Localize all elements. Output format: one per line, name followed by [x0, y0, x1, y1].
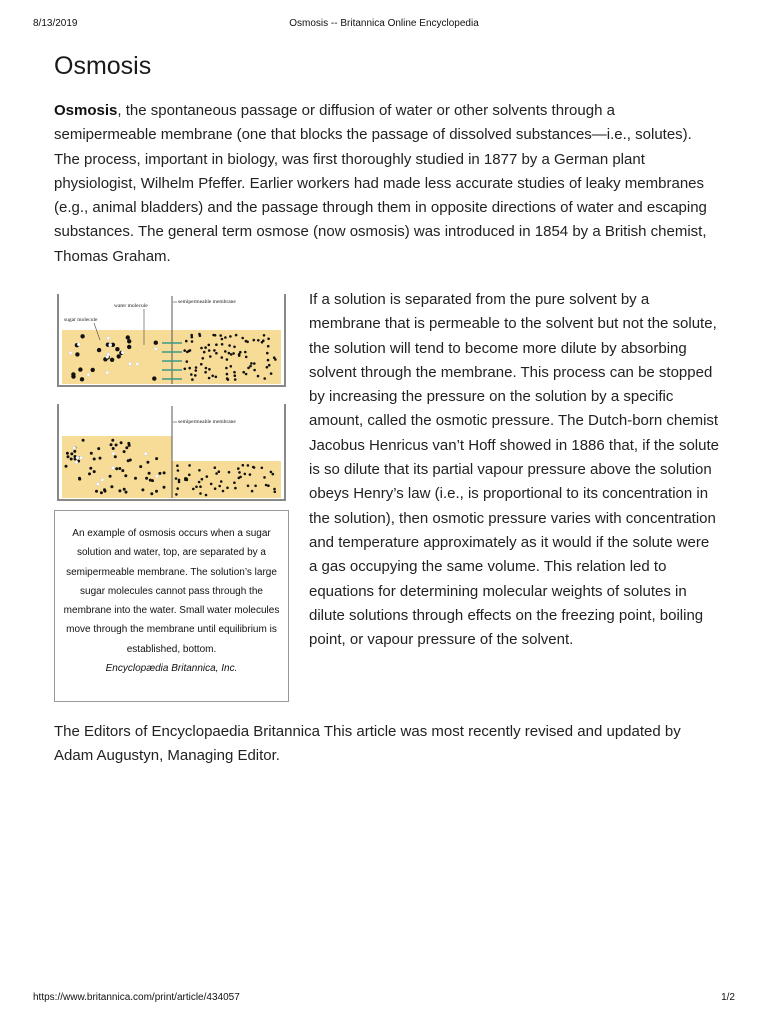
- molecule-dot: [73, 450, 76, 453]
- molecule-dot: [78, 367, 82, 371]
- page-number: 1/2: [721, 992, 735, 1003]
- intro-text: , the spontaneous passage or diffusion of water or other solvents through a semipermeable membrane (one that blocks the passage of dissolved substances—i.e., solutes). The process, important in biology, was first thoroughly studied in 1877 by a German plant physiologist, Wilhelm Pfeffer. Earlier workers had made less accurate studies of leaky membranes (e.g., animal bladders) and the passage through them in opposite directions of water and escaping substances. The general term osmose (now osmosis) was introduced in 1854 by a British chemist, Thomas Graham.: [54, 102, 707, 265]
- molecule-dot: [225, 367, 228, 370]
- molecule-dot: [76, 456, 79, 459]
- molecule-dot: [111, 466, 114, 469]
- molecule-dot: [177, 469, 180, 472]
- molecule-dot: [95, 490, 98, 493]
- osmosis-figure: [54, 288, 291, 503]
- molecule-dot: [134, 477, 137, 480]
- molecule-dot: [195, 366, 198, 369]
- molecule-dot: [110, 358, 114, 362]
- molecule-dot: [222, 490, 225, 493]
- molecule-dot: [214, 466, 217, 469]
- molecule-dot: [208, 368, 211, 371]
- molecule-dot: [234, 374, 237, 377]
- molecule-dot: [176, 464, 179, 467]
- caption-text: An example of osmosis occurs when a sugar solution and water, top, are separated by a semipermeable membrane. The solution’s large sugar molecules cannot pass through the membrane into the water. Small water molecules move through the membrane until equilibrium is established, bottom.: [63, 528, 280, 655]
- molecule-dot: [150, 492, 153, 495]
- molecule-dot: [267, 338, 270, 341]
- molecule-dot: [257, 339, 260, 342]
- print-header-title: Osmosis -- Britannica Online Encyclopedia: [289, 18, 479, 29]
- molecule-dot: [219, 334, 222, 337]
- molecule-dot: [115, 444, 118, 447]
- molecule-dot: [214, 487, 217, 490]
- molecule-dot: [71, 374, 75, 378]
- molecule-dot: [253, 362, 256, 365]
- molecule-dot: [188, 474, 191, 477]
- molecule-dot: [185, 340, 188, 343]
- molecule-dot: [253, 339, 256, 342]
- print-date: 8/13/2019: [33, 18, 78, 29]
- page-title: Osmosis: [54, 52, 152, 80]
- molecule-dot: [263, 334, 266, 337]
- molecule-dot: [175, 493, 178, 496]
- molecule-dot: [204, 371, 207, 374]
- molecule-dot: [253, 466, 256, 469]
- molecule-dot: [200, 363, 203, 366]
- molecule-dot: [188, 464, 191, 467]
- molecule-dot: [145, 477, 148, 480]
- molecule-dot: [127, 442, 130, 445]
- molecule-dot: [242, 371, 245, 374]
- molecule-dot: [155, 457, 158, 460]
- molecule-dot: [208, 377, 211, 380]
- molecule-dot: [65, 465, 68, 468]
- molecule-dot: [208, 349, 211, 352]
- molecule-dot: [263, 476, 266, 479]
- molecule-dot: [221, 356, 224, 359]
- print-url: https://www.britannica.com/print/article/434057: [33, 992, 240, 1003]
- molecule-dot: [112, 447, 115, 450]
- molecule-dot: [118, 489, 121, 492]
- editors-note: The Editors of Encyclopaedia Britannica This article was most recently revised and updated by Adam Augustyn, Managing Editor.: [54, 723, 681, 765]
- molecule-dot: [242, 464, 245, 467]
- molecule-dot: [265, 484, 268, 487]
- molecule-dot: [106, 371, 109, 374]
- molecule-dot: [239, 476, 242, 479]
- body-paragraph: If a solution is separated from the pure solvent by a membrane that is permeable to the solvent but not the solute, the solution will tend to become more dilute by absorbing solvent through the membrane. This process can be stopped by increasing the pressure on the solution by a specific amount, called the osmotic pressure. The Dutch-born chemist Jacobus Henricus van’t Hoff showed in 1886 that, if the solute is so dilute that its partial vapour pressure above the solution obeys Henry’s law (i.e., is proportional to its concentration in the solution), then osmotic pressure varies with concentration and temperature approximately as it would if the solute were a gas occupying the same volume. This relation led to equations for determining molecular weights of solutes in dilute solutions through effects on the freezing point, boiling point, or vapour pressure of the solvent.: [309, 291, 719, 649]
- molecule-dot: [239, 351, 242, 354]
- molecule-dot: [126, 335, 130, 339]
- molecule-dot: [152, 376, 156, 380]
- molecule-dot: [115, 347, 119, 351]
- molecule-dot: [245, 373, 248, 376]
- molecule-dot: [194, 374, 197, 377]
- molecule-dot: [221, 343, 224, 346]
- molecule-dot: [257, 375, 260, 378]
- molecule-dot: [163, 471, 166, 474]
- molecule-dot: [184, 479, 187, 482]
- molecule-dot: [154, 341, 158, 345]
- molecule-dot: [79, 456, 82, 459]
- semipermeable-membrane-label-top: semipermeable membrane: [178, 299, 236, 305]
- top-beaker: [58, 294, 285, 386]
- molecule-dot: [191, 340, 194, 343]
- molecule-dot: [224, 336, 227, 339]
- molecule-dot: [199, 485, 202, 488]
- molecule-dot: [139, 465, 142, 468]
- molecule-dot: [73, 446, 76, 449]
- molecule-dot: [211, 375, 214, 378]
- molecule-dot: [247, 464, 250, 467]
- molecule-dot: [234, 378, 237, 381]
- molecule-dot: [247, 367, 250, 370]
- top-labels: [64, 299, 236, 323]
- molecule-dot: [201, 478, 204, 481]
- molecule-dot: [117, 354, 121, 358]
- molecule-dot: [176, 487, 179, 490]
- molecule-dot: [191, 378, 194, 381]
- water-molecule-label: water molecule: [114, 303, 148, 309]
- molecule-dot: [263, 377, 266, 380]
- molecule-dot: [247, 485, 250, 488]
- semipermeable-membrane-label-bottom: semipermeable membrane: [178, 419, 236, 425]
- molecule-dot: [191, 336, 194, 339]
- molecule-dot: [206, 475, 209, 478]
- molecule-dot: [215, 472, 218, 475]
- molecule-dot: [267, 484, 270, 487]
- molecule-dot: [87, 373, 90, 376]
- molecule-dot: [184, 368, 187, 371]
- molecule-dot: [111, 439, 114, 442]
- molecule-dot: [205, 494, 208, 497]
- molecule-dot: [136, 362, 139, 365]
- molecule-dot: [272, 473, 275, 476]
- molecule-dot: [226, 487, 229, 490]
- molecule-dot: [273, 488, 276, 491]
- molecule-dot: [190, 373, 193, 376]
- molecule-dot: [198, 481, 201, 484]
- molecule-dot: [70, 452, 73, 455]
- molecule-dot: [114, 455, 117, 458]
- molecule-dot: [75, 461, 78, 464]
- intro-term: Osmosis: [54, 102, 118, 119]
- molecule-dot: [186, 351, 189, 354]
- molecule-dot: [183, 349, 186, 352]
- molecule-dot: [215, 376, 218, 379]
- molecule-dot: [227, 378, 230, 381]
- molecule-dot: [267, 345, 270, 348]
- molecule-dot: [155, 490, 158, 493]
- molecule-dot: [203, 351, 206, 354]
- molecule-dot: [218, 485, 221, 488]
- molecule-dot: [78, 477, 81, 480]
- molecule-dot: [97, 447, 100, 450]
- molecule-dot: [224, 350, 227, 353]
- molecule-dot: [118, 467, 121, 470]
- molecule-dot: [178, 481, 181, 484]
- molecule-dot: [226, 358, 229, 361]
- molecule-dot: [241, 337, 244, 340]
- molecule-dot: [198, 469, 201, 472]
- osmosis-diagram: [54, 288, 291, 503]
- molecule-dot: [124, 474, 127, 477]
- molecule-dot: [103, 488, 106, 491]
- molecule-dot: [218, 470, 221, 473]
- molecule-dot: [208, 344, 211, 347]
- molecule-dot: [226, 373, 229, 376]
- sugar-molecule-label: sugar molecule: [64, 317, 98, 323]
- molecule-dot: [96, 483, 99, 486]
- molecule-dot: [112, 452, 115, 455]
- molecule-dot: [261, 467, 264, 470]
- molecule-dot: [274, 491, 277, 494]
- molecule-dot: [244, 473, 247, 476]
- molecule-dot: [261, 341, 264, 344]
- molecule-dot: [82, 439, 85, 442]
- molecule-dot: [154, 347, 157, 350]
- molecule-dot: [238, 354, 241, 357]
- molecule-dot: [198, 333, 201, 336]
- molecule-dot: [120, 441, 123, 444]
- molecule-dot: [209, 355, 212, 358]
- molecule-dot: [232, 352, 235, 355]
- molecule-dot: [195, 486, 198, 489]
- molecule-dot: [93, 470, 96, 473]
- molecule-dot: [270, 471, 273, 474]
- molecule-dot: [107, 337, 110, 340]
- molecule-dot: [151, 479, 154, 482]
- molecule-dot: [266, 366, 269, 369]
- molecule-dot: [268, 364, 271, 367]
- molecule-dot: [267, 359, 270, 362]
- molecule-dot: [121, 469, 124, 472]
- molecule-dot: [125, 491, 128, 494]
- molecule-dot: [80, 334, 84, 338]
- molecule-dot: [234, 487, 237, 490]
- molecule-dot: [249, 365, 252, 368]
- molecule-dot: [266, 352, 269, 355]
- molecule-dot: [195, 369, 198, 372]
- molecule-dot: [148, 472, 151, 475]
- molecule-dot: [221, 338, 224, 341]
- molecule-dot: [80, 377, 84, 381]
- molecule-dot: [163, 486, 166, 489]
- molecule-dot: [230, 353, 233, 356]
- molecule-dot: [188, 367, 191, 370]
- molecule-dot: [89, 467, 92, 470]
- molecule-dot: [110, 443, 113, 446]
- molecule-dot: [254, 485, 257, 488]
- molecule-dot: [214, 334, 217, 337]
- molecule-dot: [235, 334, 238, 337]
- molecule-dot: [192, 488, 195, 491]
- molecule-dot: [69, 351, 72, 354]
- molecule-dot: [220, 480, 223, 483]
- molecule-dot: [200, 347, 203, 350]
- molecule-dot: [127, 345, 131, 349]
- molecule-dot: [230, 365, 233, 368]
- molecule-dot: [270, 372, 273, 375]
- molecule-dot: [125, 446, 128, 449]
- molecule-dot: [99, 457, 102, 460]
- molecule-dot: [205, 367, 208, 370]
- molecule-dot: [199, 492, 202, 495]
- molecule-dot: [228, 344, 231, 347]
- bottom-labels: [178, 419, 236, 425]
- molecule-dot: [155, 475, 158, 478]
- molecule-dot: [250, 362, 253, 365]
- molecule-dot: [245, 356, 248, 359]
- molecule-dot: [233, 371, 236, 374]
- molecule-dot: [210, 483, 213, 486]
- intro-paragraph: [54, 99, 714, 269]
- molecule-dot: [127, 339, 131, 343]
- molecule-dot: [75, 352, 79, 356]
- molecule-dot: [90, 452, 93, 455]
- molecule-dot: [215, 343, 218, 346]
- molecule-dot: [175, 477, 178, 480]
- molecule-dot: [88, 472, 91, 475]
- molecule-dot: [129, 459, 132, 462]
- molecule-dot: [93, 458, 96, 461]
- molecule-dot: [228, 352, 231, 355]
- molecule-dot: [123, 450, 126, 453]
- caption-credit: Encyclopædia Britannica, Inc.: [105, 663, 238, 675]
- molecule-dot: [237, 467, 240, 470]
- molecule-dot: [141, 488, 144, 491]
- molecule-dot: [186, 360, 189, 363]
- molecule-dot: [233, 481, 236, 484]
- molecule-dot: [101, 478, 104, 481]
- molecule-dot: [146, 461, 149, 464]
- molecule-dot: [121, 351, 124, 354]
- molecule-dot: [107, 353, 110, 356]
- molecule-dot: [97, 348, 101, 352]
- molecule-dot: [202, 357, 205, 360]
- bottom-right-fill: [172, 461, 281, 498]
- molecule-dot: [215, 352, 218, 355]
- molecule-dot: [128, 362, 131, 365]
- molecule-dot: [115, 467, 118, 470]
- molecule-dot: [123, 488, 126, 491]
- molecule-dot: [233, 346, 236, 349]
- molecule-dot: [77, 343, 80, 346]
- figure-caption: [54, 510, 289, 702]
- molecule-dot: [238, 471, 241, 474]
- molecule-dot: [158, 472, 161, 475]
- molecule-dot: [66, 452, 69, 455]
- molecule-dot: [228, 471, 231, 474]
- molecule-dot: [67, 455, 70, 458]
- molecule-dot: [110, 485, 113, 488]
- molecule-dot: [249, 473, 252, 476]
- molecule-dot: [204, 346, 207, 349]
- molecule-dot: [251, 490, 254, 493]
- molecule-dot: [109, 475, 112, 478]
- molecule-dot: [246, 341, 249, 344]
- molecule-dot: [109, 343, 112, 346]
- molecule-dot: [100, 491, 103, 494]
- molecule-dot: [229, 335, 232, 338]
- molecule-dot: [253, 369, 256, 372]
- molecule-dot: [273, 356, 276, 359]
- bottom-beaker: [58, 404, 285, 500]
- molecule-dot: [244, 351, 247, 354]
- molecule-dot: [91, 368, 95, 372]
- molecule-dot: [70, 458, 73, 461]
- molecule-dot: [213, 349, 216, 352]
- molecule-dot: [144, 452, 147, 455]
